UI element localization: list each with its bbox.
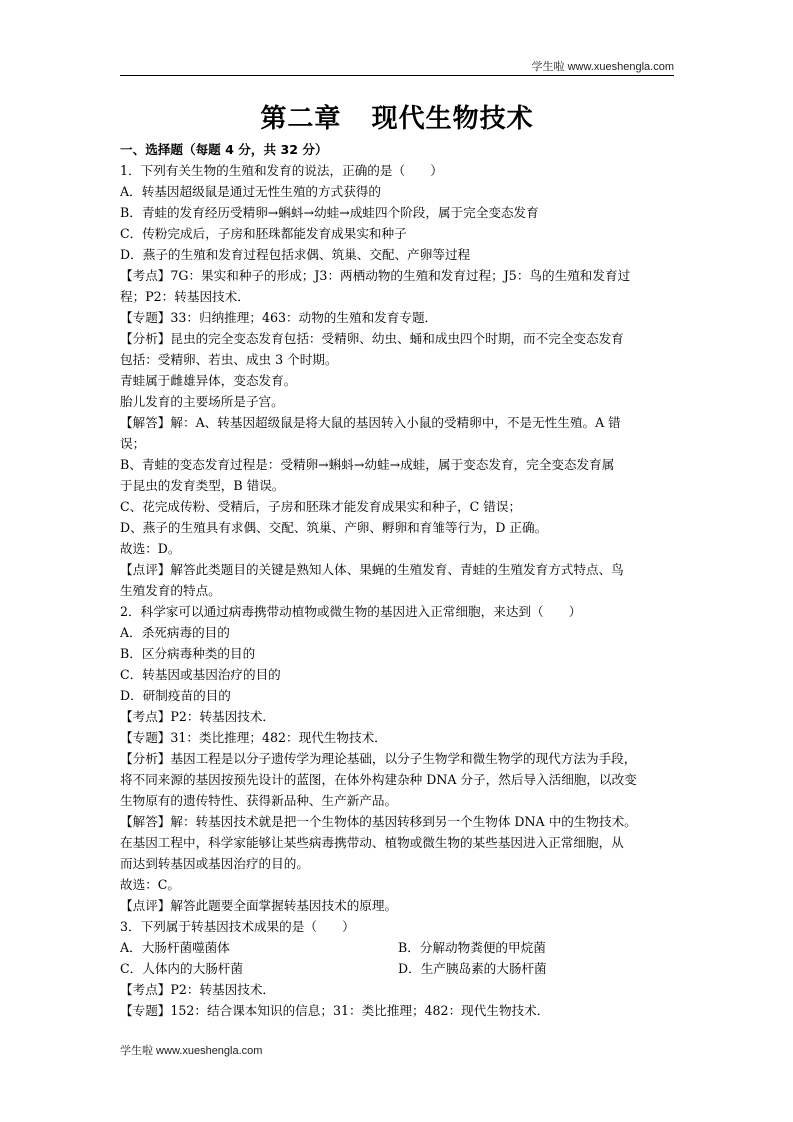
page-header-site: 学生啦 www.xueshengla.com bbox=[531, 61, 674, 73]
q2-jieda-cont: 在基因工程中，科学家能够让某些病毒携带动、植物或微生物的某些基因进入正常细胞，从 bbox=[120, 835, 624, 850]
q1-kaodian: 【考点】7G：果实和种子的形成；J3：两栖动物的生殖和发育过程；J5：鸟的生殖和发育过 bbox=[120, 268, 631, 283]
q2-answer: 故选：C。 bbox=[120, 877, 181, 892]
q1-option-c: C．传粉完成后，子房和胚珠都能发育成果实和种子 bbox=[120, 226, 407, 241]
q3-kaodian: 【考点】P2：转基因技术． bbox=[120, 982, 276, 997]
q3-option-b: B．分解动物粪便的甲烷菌 bbox=[398, 940, 546, 955]
q2-option-c: C．转基因或基因治疗的目的 bbox=[120, 667, 281, 682]
q1-option-b: B．青蛙的发育经历受精卵→蝌蚪→幼蛙→成蛙四个阶段，属于完全变态发育 bbox=[120, 205, 539, 220]
q3-stem: 3．下列属于转基因技术成果的是（ ） bbox=[120, 919, 355, 934]
q3-option-c: C．人体内的大肠杆菌 bbox=[120, 961, 243, 976]
q1-zhuanti: 【专题】33：归纳推理；463：动物的生殖和发育专题． bbox=[120, 310, 438, 325]
q1-fenxi-frog: 青蛙属于雌雄异体，变态发育。 bbox=[120, 373, 297, 388]
page-title: 第二章 现代生物技术 bbox=[260, 104, 534, 134]
q1-jieda-d: D、燕子的生殖具有求偶、交配、筑巢、产卵、孵卵和育雏等行为，D 正确。 bbox=[120, 520, 548, 535]
q1-option-a: A．转基因超级鼠是通过无性生殖的方式获得的 bbox=[120, 184, 381, 199]
q2-jieda-end: 而达到转基因或基因治疗的目的。 bbox=[120, 856, 309, 871]
q1-fenxi: 【分析】昆虫的完全变态发育包括：受精卵、幼虫、蛹和成虫四个时期，而不完全变态发育 bbox=[120, 331, 624, 346]
section-heading: 一、选择题（每题 4 分，共 32 分） bbox=[120, 142, 328, 157]
q2-zhuanti: 【专题】31：类比推理；482：现代生物技术． bbox=[120, 730, 387, 745]
q1-fenxi-fetus: 胎儿发育的主要场所是子宫。 bbox=[120, 394, 284, 409]
q1-answer: 故选：D。 bbox=[120, 541, 181, 556]
q2-fenxi-cont: 将不同来源的基因按预先设计的蓝图，在体外构建杂种 DNA 分子，然后导入活细胞，以改变 bbox=[120, 772, 637, 787]
q1-jieda-cont: 误； bbox=[120, 436, 146, 451]
q1-jieda: 【解答】解：A、转基因超级鼠是将大鼠的基因转入小鼠的受精卵中，不是无性生殖。A 错 bbox=[120, 415, 621, 430]
q1-dianping: 【点评】解答此类题目的关键是熟知人体、果蝇的生殖发育、青蛙的生殖发育方式特点、鸟 bbox=[120, 562, 624, 577]
q3-options-row-1 bbox=[120, 937, 676, 958]
q2-option-b: B．区分病毒种类的目的 bbox=[120, 646, 256, 661]
q2-option-a: A．杀死病毒的目的 bbox=[120, 625, 230, 640]
q2-stem: 2．科学家可以通过病毒携带动植物或微生物的基因进入正常细胞，来达到（ ） bbox=[120, 604, 582, 619]
q1-fenxi-cont: 包括：受精卵、若虫、成虫 3 个时期。 bbox=[120, 352, 338, 367]
q2-option-d: D．研制疫苗的目的 bbox=[120, 688, 231, 703]
q3-options-row-2 bbox=[120, 958, 676, 979]
q1-stem: 1．下列有关生物的生殖和发育的说法，正确的是（ ） bbox=[120, 163, 443, 178]
q3-zhuanti: 【专题】152：结合课本知识的信息；31：类比推理；482：现代生物技术． bbox=[120, 1003, 550, 1018]
header-divider bbox=[120, 75, 674, 76]
q1-jieda-b-cont: 于昆虫的发育类型，B 错误。 bbox=[120, 478, 285, 493]
q1-jieda-c: C、花完成传粉、受精后，子房和胚珠才能发育成果实和种子，C 错误； bbox=[120, 499, 522, 514]
q1-dianping-cont: 生殖发育的特点。 bbox=[120, 583, 221, 598]
q2-fenxi: 【分析】基因工程是以分子遗传学为理论基础，以分子生物学和微生物学的现代方法为手段， bbox=[120, 751, 637, 766]
q3-option-a: A．大肠杆菌噬菌体 bbox=[120, 940, 230, 955]
q2-jieda: 【解答】解：转基因技术就是把一个生物体的基因转移到另一个生物体 DNA 中的生物技术。 bbox=[120, 814, 637, 829]
q1-option-d: D．燕子的生殖和发育过程包括求偶、筑巢、交配、产卵等过程 bbox=[120, 247, 471, 262]
q1-jieda-b: B、青蛙的变态发育过程是：受精卵→蝌蚪→幼蛙→成蛙，属于变态发育，完全变态发育属 bbox=[120, 457, 615, 472]
q2-dianping: 【点评】解答此题要全面掌握转基因技术的原理。 bbox=[120, 898, 398, 913]
q2-kaodian: 【考点】P2：转基因技术． bbox=[120, 709, 276, 724]
q3-option-d: D．生产胰岛素的大肠杆菌 bbox=[398, 961, 547, 976]
page-footer-site: 学生啦 www.xueshengla.com bbox=[120, 1045, 263, 1057]
document-body bbox=[120, 139, 676, 1021]
q2-fenxi-end: 生物原有的遗传特性、获得新品种、生产新产品。 bbox=[120, 793, 398, 808]
q1-kaodian-cont: 程；P2：转基因技术． bbox=[120, 289, 250, 304]
